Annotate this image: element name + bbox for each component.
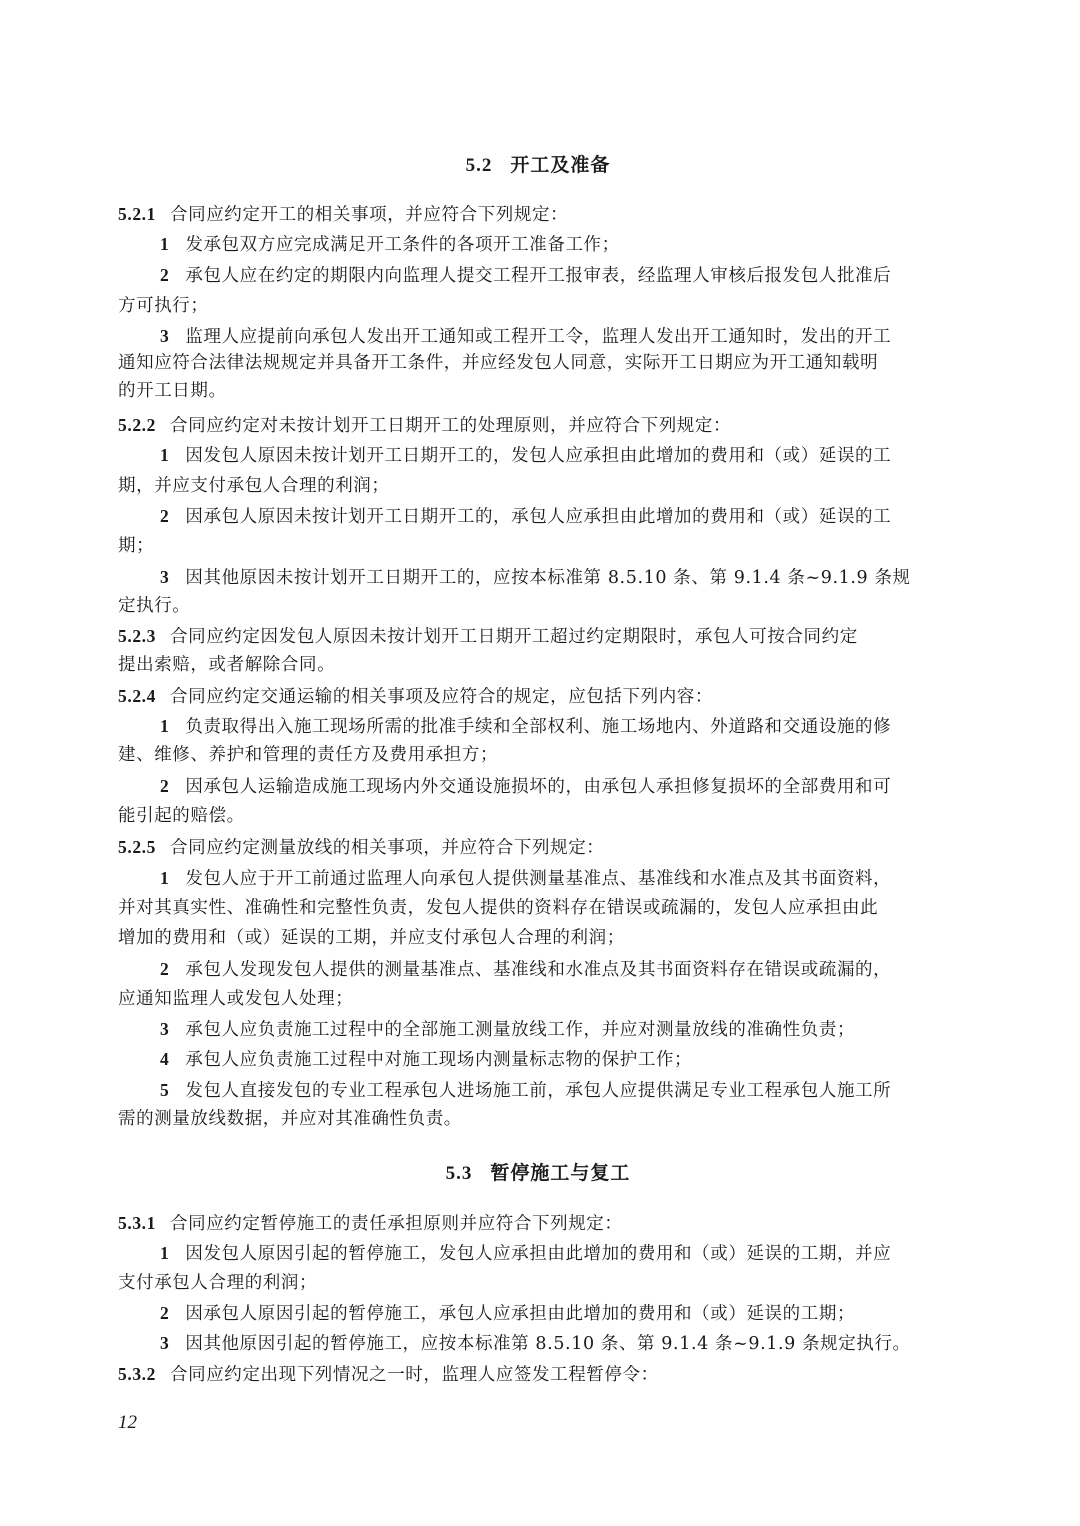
- clause-5-2-1-item-2-cont: 方可执行；: [118, 296, 209, 316]
- clause-5-3-2: 5.3.2 合同应约定出现下列情况之一时，监理人应签发工程暂停令：: [118, 1364, 659, 1385]
- clause-5-3-1-item-2: 2 因承包人原因引起的暂停施工，承包人应承担由此增加的费用和（或）延误的工期；: [160, 1303, 856, 1324]
- clause-5-2-5-item-1-cont2: 增加的费用和（或）延误的工期，并应支付承包人合理的利润；: [118, 928, 625, 948]
- clause-5-2-5-item-1-cont: 并对其真实性、准确性和完整性负责，发包人提供的资料存在错误或疏漏的，发包人应承担由此: [118, 898, 879, 918]
- clause-5-2-2-item-3-cont: 定执行。: [118, 596, 191, 616]
- clause-5-2-1-item-3: 3 监理人应提前向承包人发出开工通知或工程开工令，监理人发出开工通知时，发出的开工: [160, 326, 892, 347]
- clause-5-2-2-item-3: 3 因其他原因未按计划开工日期开工的，应按本标准第 8.5.10 条、第 9.1.4 条~9.1.9 条规: [160, 567, 911, 588]
- clause-5-2-5-item-2-cont: 应通知监理人或发包人处理；: [118, 989, 354, 1009]
- clause-5-2-2-item-1: 1 因发包人原因未按计划开工日期开工的，发包人应承担由此增加的费用和（或）延误的工: [160, 445, 892, 466]
- clause-5-2-5: 5.2.5 合同应约定测量放线的相关事项，并应符合下列规定：: [118, 837, 605, 858]
- page-number: 12: [118, 1412, 137, 1433]
- section-heading-5-2: 5.2 开工及准备: [465, 154, 611, 176]
- clause-5-2-1-item-1: 1 发承包双方应完成满足开工条件的各项开工准备工作；: [160, 234, 620, 255]
- clause-5-2-5-item-1: 1 发包人应于开工前通过监理人向承包人提供测量基准点、基准线和水准点及其书面资料，: [160, 868, 892, 889]
- clause-5-2-5-item-2: 2 承包人发现发包人提供的测量基准点、基准线和水准点及其书面资料存在错误或疏漏的，: [160, 959, 892, 980]
- clause-5-2-4: 5.2.4 合同应约定交通运输的相关事项及应符合的规定，应包括下列内容：: [118, 686, 713, 707]
- clause-5-3-1: 5.3.1 合同应约定暂停施工的责任承担原则并应符合下列规定：: [118, 1213, 623, 1234]
- clause-5-2-5-item-3: 3 承包人应负责施工过程中的全部施工测量放线工作，并应对测量放线的准确性负责；: [160, 1019, 856, 1040]
- clause-5-2-4-item-2: 2 因承包人运输造成施工现场内外交通设施损坏的，由承包人承担修复损坏的全部费用和可: [160, 776, 892, 797]
- clause-5-2-3: 5.2.3 合同应约定因发包人原因未按计划开工日期开工超过约定期限时，承包人可按合同约定: [118, 626, 858, 647]
- clause-5-2-1: 5.2.1 合同应约定开工的相关事项，并应符合下列规定：: [118, 204, 569, 225]
- clause-5-2-1-item-2: 2 承包人应在约定的期限内向监理人提交工程开工报审表，经监理人审核后报发包人批准后: [160, 265, 892, 286]
- clause-5-2-5-item-5-cont: 需的测量放线数据，并应对其准确性负责。: [118, 1109, 462, 1129]
- clause-5-2-3-cont: 提出索赔，或者解除合同。: [118, 655, 336, 675]
- clause-5-2-2: 5.2.2 合同应约定对未按计划开工日期开工的处理原则，并应符合下列规定：: [118, 415, 732, 436]
- clause-5-2-2-item-2: 2 因承包人原因未按计划开工日期开工的，承包人应承担由此增加的费用和（或）延误的工: [160, 506, 892, 527]
- clause-5-3-1-item-3: 3 因其他原因引起的暂停施工，应按本标准第 8.5.10 条、第 9.1.4 条~9.1.9 条规定执行。: [160, 1333, 911, 1354]
- section-heading-5-3: 5.3 暂停施工与复工: [445, 1162, 631, 1184]
- clause-5-2-4-item-1-cont: 建、维修、养护和管理的责任方及费用承担方；: [118, 745, 499, 765]
- clause-5-2-5-item-4: 4 承包人应负责施工过程中对施工现场内测量标志物的保护工作；: [160, 1049, 693, 1070]
- clause-5-2-2-item-1-cont: 期，并应支付承包人合理的利润；: [118, 476, 390, 496]
- clause-5-3-1-item-1: 1 因发包人原因引起的暂停施工，发包人应承担由此增加的费用和（或）延误的工期，并应: [160, 1243, 892, 1264]
- clause-5-3-1-item-1-cont: 支付承包人合理的利润；: [118, 1273, 318, 1293]
- clause-5-2-4-item-1: 1 负责取得出入施工现场所需的批准手续和全部权利、施工场地内、外道路和交通设施的修: [160, 716, 892, 737]
- clause-5-2-2-item-2-cont: 期；: [118, 536, 155, 556]
- clause-5-2-4-item-2-cont: 能引起的赔偿。: [118, 806, 245, 826]
- clause-5-2-5-item-5: 5 发包人直接发包的专业工程承包人进场施工前，承包人应提供满足专业工程承包人施工所: [160, 1080, 892, 1101]
- clause-5-2-1-item-3-cont2: 的开工日期。: [118, 381, 227, 401]
- clause-5-2-1-item-3-cont: 通知应符合法律法规规定并具备开工条件，并应经发包人同意，实际开工日期应为开工通知载明: [118, 353, 879, 373]
